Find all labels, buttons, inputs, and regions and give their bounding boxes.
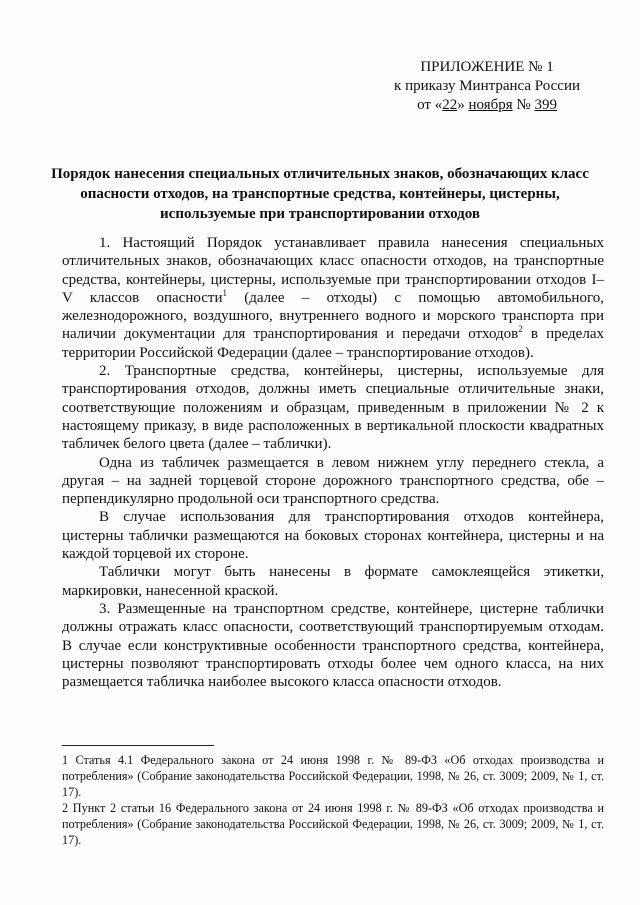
footnote-divider [62,745,214,746]
paragraph-1-text-c: в пределах территории Российской Федерации (далее – транспортирование отходов). [62,326,604,361]
date-mid: » [457,97,469,113]
date-number: 399 [534,97,557,113]
document-title: Порядок нанесения специальных отличительных знаков, обозначающих класс опасности отходов, на транспортные средства, контейнеры, цистерны, используемые при транспортировании отходов [51,166,589,222]
document-body [62,234,604,691]
paragraph-3: Одна из табличек размещается в левом нижнем углу переднего стекла, а другая – на задней торцевой стороне дорожного транспортного средства, обе – перпендикулярно продольной оси транспортного средства. [62,454,604,508]
order-reference: к приказу Минтранса России [394,78,580,94]
date-prefix: от « [417,97,443,113]
paragraph-2: 2. Транспортные средства, контейнеры, цистерны, используемые для транспортирования отходов, должны иметь специальные отличительные знаки, соответствующие положениям и образцам, приведенным в приложении № 2 к настоящему приказу, в виде расположенных в вертикальной плоскости квадратных табличек белого цвета (далее – таблички). [62,363,604,453]
appendix-header [394,58,580,115]
paragraph-1 [62,234,604,362]
footnote-1: 1 Статья 4.1 Федерального закона от 24 июня 1998 г. № 89-ФЗ «Об отходах производства и потребления» (Собрание законодательства Российской Федерации, 1998, № 26, ст. 3009; 2009, № 1, ст. 17). [62,753,604,799]
date-no-label: № [512,97,535,113]
footnotes [62,752,604,848]
footnote-ref-2[interactable]: 2 [518,324,523,335]
paragraph-5: Таблички могут быть нанесены в формате самоклеящейся этикетки, маркировки, нанесенной краской. [62,564,604,599]
footnote-2: 2 Пункт 2 статьи 16 Федерального закона от 24 июня 1998 г. № 89-ФЗ «Об отходах производства и потребления» (Собрание законодательства Российской Федерации, 1998, № 26, ст. 3009; 2009, № 1, ст. 17). [62,801,604,847]
date-month: ноября [468,97,513,113]
footnote-ref-1[interactable]: 1 [222,287,227,298]
appendix-number: ПРИЛОЖЕНИЕ № 1 [420,59,554,75]
order-date [394,96,580,115]
paragraph-4: В случае использования для транспортирования отходов контейнера, цистерны таблички размещаются на боковых сторонах контейнера, цистерны и на каждой торцевой их стороне. [62,509,604,563]
paragraph-6: 3. Размещенные на транспортном средстве, контейнере, цистерне таблички должны отражать класс опасности, соответствующий транспортируемым отходам. В случае если конструктивные особенности транспортного средства, контейнера, цистерны позволяют транспортировать отходы более чем одного класса, на них размещается табличка наиболее высокого класса опасности отходов. [62,600,604,691]
date-day: 22 [442,97,458,113]
paragraph-1-text-b: (далее – отходы) с помощью автомобильного, железнодорожного, воздушного, внутреннего водного и морского транспорта при наличии документации для транспортирования и передачи отходов [62,289,604,343]
paragraph-1-text-a: 1. Настоящий Порядок устанавливает правила нанесения специальных отличительных знаков, обозначающих класс опасности отходов, на транспортные средства, контейнеры, цистерны, используемые при транспортировании отходов I–V классов опасности [62,235,604,306]
